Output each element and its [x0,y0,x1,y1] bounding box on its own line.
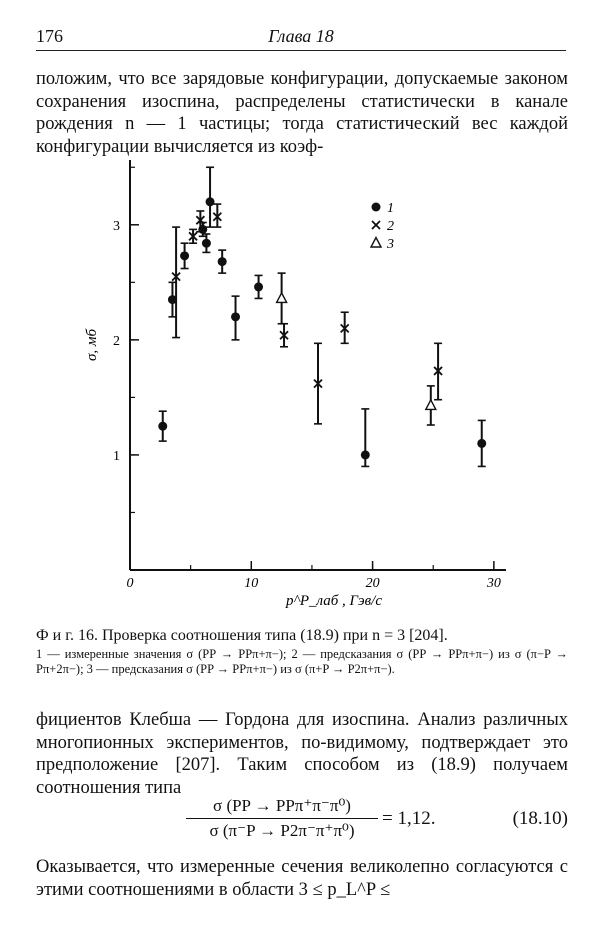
data-point-series-1 [158,411,167,441]
paragraph-top: положим, что все зарядовые конфигурации, допускаемые законом сохранения изоспина, распределены статистически в канале рождения n — 1 частицы; тогда статистический вес каждой конфигурации вычисляется из коэф- [36,69,568,157]
data-point-series-1 [231,296,240,340]
x-tick-label: 10 [244,576,259,591]
cross-section-chart [36,150,568,630]
x-axis-label: p^P_лаб , Гэв/c [286,593,382,609]
x-tick-label: 20 [365,576,380,591]
data-point-circle [372,203,381,212]
data-point-series-3 [426,386,436,425]
y-axis-label: σ, мб [84,328,100,362]
chart-legend [371,201,394,252]
equation-number: (18.10) [512,808,568,829]
data-point-series-2 [314,343,322,424]
data-point-circle [218,257,227,266]
data-point-triangle [426,400,436,410]
data-point-circle [180,251,189,260]
data-point-triangle [371,238,381,248]
x-tick-label: 30 [486,576,501,591]
paragraph-bottom: Оказывается, что измеренные сечения великолепно согласуются с этими соотношениями в области 3 ≤ p_L^P ≤ [36,857,568,900]
equation-value: = 1,12. [382,808,436,829]
data-point-circle [202,239,211,248]
data-point-cross [372,221,380,229]
y-tick-label: 1 [113,448,120,464]
data-point-circle [158,422,167,431]
data-point-triangle [277,293,287,303]
page-number: 176 [36,26,63,46]
legend-label: 3 [387,237,394,252]
equation-fraction [186,796,378,841]
data-point-circle [206,197,215,206]
legend-label: 2 [387,219,394,234]
data-point-series-2 [341,312,349,343]
paragraph-mid: фициентов Клебша — Гордона для изоспина. Анализ различных многопионных экспериментов, по-видимому, подтверждает это предположение [207]. Таким способом из (18.9) получаем соотношения типа [36,710,568,798]
caption-main: Ф и г. 16. Проверка соотношения типа (18.9) при n = 3 [204]. [36,627,448,644]
x-tick-label: 0 [126,576,134,591]
data-point-circle [231,312,240,321]
data-point-series-2 [280,324,288,347]
data-point-series-1 [218,250,227,273]
equation-numerator: σ (PP → PPπ⁺π⁻π⁰) [186,796,378,819]
chapter-title: Глава 18 [268,26,334,46]
data-point-series-2 [434,343,442,399]
legend-label: 1 [387,201,394,216]
data-point-circle [254,282,263,291]
header-rule [36,50,566,51]
figure-caption [36,626,568,677]
chart-points [158,167,486,466]
data-point-circle [361,450,370,459]
data-point-series-1 [361,409,370,467]
data-point-series-3 [277,273,287,324]
data-point-circle [477,439,486,448]
y-tick-label: 2 [113,333,120,349]
chart-axes [113,160,506,591]
y-tick-label: 3 [113,218,120,234]
equation-denominator: σ (π⁻P → P2π⁻π⁺π⁰) [209,821,355,840]
data-point-series-2 [213,204,221,227]
figure-16 [36,150,568,630]
data-point-series-1 [206,167,215,227]
data-point-series-1 [180,243,189,268]
data-point-series-2 [189,229,197,243]
equation-18-10 [36,796,568,846]
data-point-series-1 [254,275,263,298]
data-point-series-1 [477,420,486,466]
page-header [36,26,566,52]
caption-detail: 1 — измеренные значения σ (PP → PPπ+π−); 2 — предсказания σ (PP → PPπ+π−) из σ (π−P → Pπ+2π−); 3 — предсказания σ (PP → PPπ+π−) из σ (π+P → P2π+π−). [36,647,568,676]
